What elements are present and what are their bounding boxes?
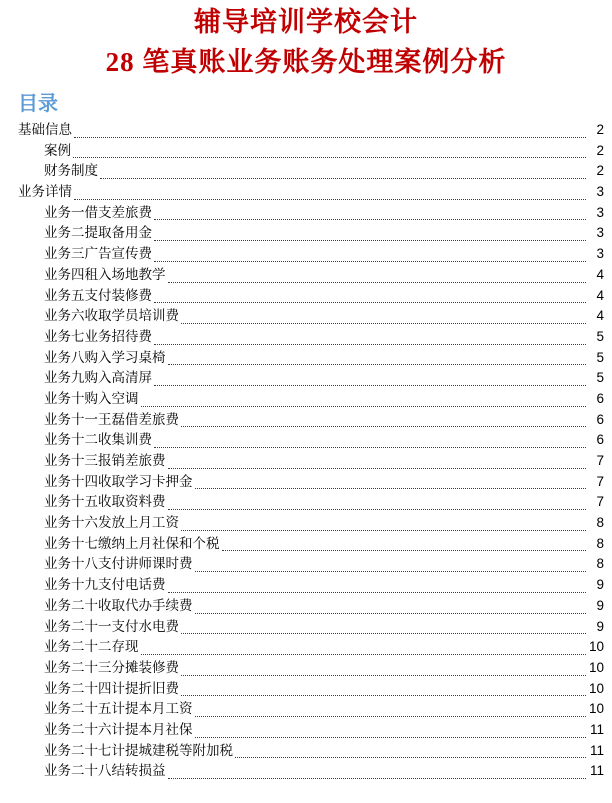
toc-entry-page: 11 xyxy=(589,721,604,737)
toc-entry-label: 业务十五收取资料费 xyxy=(44,494,166,510)
toc-entry-label: 业务二提取备用金 xyxy=(44,225,152,241)
toc-entry-page: 3 xyxy=(596,184,604,200)
toc-dotted-leader xyxy=(154,261,586,262)
toc-entry-page: 3 xyxy=(596,246,604,262)
toc-entry[interactable] xyxy=(18,596,604,617)
toc-entry-page: 9 xyxy=(596,577,604,593)
toc-entry-label: 业务二十七计提城建税等附加税 xyxy=(44,742,233,758)
toc-entry-label: 财务制度 xyxy=(44,163,98,179)
toc-entry-page: 11 xyxy=(589,742,604,758)
toc-entry-page: 3 xyxy=(596,204,604,220)
toc-entry[interactable] xyxy=(18,286,604,307)
toc-entry-page: 9 xyxy=(596,597,604,613)
toc-entry-page: 6 xyxy=(596,390,604,406)
toc-entry[interactable] xyxy=(18,223,604,244)
toc-dotted-leader xyxy=(181,695,586,696)
toc-entry[interactable] xyxy=(18,492,604,513)
toc-entry[interactable] xyxy=(18,306,604,327)
document-title-line-1: 辅导培训学校会计 xyxy=(194,7,418,37)
toc-entry-label: 业务三广告宣传费 xyxy=(44,246,152,262)
toc-entry-label: 业务七业务招待费 xyxy=(44,328,152,344)
toc-dotted-leader xyxy=(154,240,586,241)
toc-entry-label: 业务五支付装修费 xyxy=(44,287,152,303)
toc-entry-label: 业务二十八结转损益 xyxy=(44,763,166,779)
toc-entry-label: 业务二十收取代办手续费 xyxy=(44,597,193,613)
toc-entry-label: 业务十八支付讲师课时费 xyxy=(44,556,193,572)
toc-entry-page: 4 xyxy=(596,266,604,282)
toc-entry-label: 业务十七缴纳上月社保和个税 xyxy=(44,535,220,551)
toc-dotted-leader xyxy=(195,613,587,614)
toc-entry[interactable] xyxy=(18,265,604,286)
toc-dotted-leader xyxy=(74,199,586,200)
toc-entry[interactable] xyxy=(18,472,604,493)
toc-dotted-leader xyxy=(222,550,587,551)
toc-entry-label: 业务十九支付电话费 xyxy=(44,577,166,593)
toc-dotted-leader xyxy=(181,426,586,427)
toc-entry-label: 业务二十六计提本月社保 xyxy=(44,721,193,737)
toc-entry-page: 3 xyxy=(596,225,604,241)
toc-dotted-leader xyxy=(181,323,586,324)
toc-dotted-leader xyxy=(195,737,587,738)
toc-entry[interactable] xyxy=(18,327,604,348)
toc-entry[interactable] xyxy=(18,679,604,700)
toc-entry-label: 业务二十一支付水电费 xyxy=(44,618,179,634)
toc-dotted-leader xyxy=(235,757,586,758)
toc-entry[interactable] xyxy=(18,554,604,575)
toc-dotted-leader xyxy=(181,633,586,634)
toc-entry-page: 2 xyxy=(596,163,604,179)
toc-entry-label: 业务六收取学员培训费 xyxy=(44,308,179,324)
toc-dotted-leader xyxy=(154,344,586,345)
toc-entry[interactable] xyxy=(18,741,604,762)
toc-entry-label: 业务十三报销差旅费 xyxy=(44,453,166,468)
toc-entry[interactable] xyxy=(18,720,604,741)
toc-entry-page: 7 xyxy=(596,473,604,489)
toc-entry-label: 业务十二收集训费 xyxy=(44,432,152,448)
toc-entry[interactable] xyxy=(18,141,604,162)
toc-entry-page: 6 xyxy=(596,432,604,448)
toc-dotted-leader xyxy=(168,468,587,469)
toc-entry[interactable] xyxy=(18,203,604,224)
toc-entry-page: 5 xyxy=(596,349,604,365)
toc-entry-page: 8 xyxy=(596,535,604,551)
toc-entry-label: 业务二十五计提本月工资 xyxy=(44,701,193,717)
toc-dotted-leader xyxy=(74,137,586,138)
toc-entry-page: 10 xyxy=(588,680,604,696)
toc-entry-label: 业务一借支差旅费 xyxy=(44,204,152,220)
toc-entry[interactable] xyxy=(18,658,604,679)
toc-dotted-leader xyxy=(100,178,586,179)
toc-dotted-leader xyxy=(168,282,587,283)
toc-entry-page: 11 xyxy=(589,763,604,779)
toc-entry-page: 10 xyxy=(588,701,604,717)
toc-entry-page: 10 xyxy=(588,659,604,675)
toc-entry-page: 4 xyxy=(596,287,604,303)
toc-entry[interactable] xyxy=(18,348,604,369)
toc-entry-label: 业务十购入空调 xyxy=(44,390,139,406)
toc-entry[interactable] xyxy=(18,389,604,410)
toc-entry[interactable] xyxy=(18,513,604,534)
toc-dotted-leader xyxy=(141,406,587,407)
toc-entry[interactable] xyxy=(18,451,604,472)
toc-entry-label: 业务八购入学习桌椅 xyxy=(44,349,166,365)
toc-entry-label: 业务二十二存现 xyxy=(44,639,139,655)
toc-entry-page: 8 xyxy=(596,556,604,572)
toc-entry-page: 8 xyxy=(596,515,604,531)
toc-entry-page: 10 xyxy=(588,639,604,655)
toc-dotted-leader xyxy=(141,654,587,655)
toc-entry[interactable] xyxy=(18,182,604,203)
toc-entry-label: 业务十四收取学习卡押金 xyxy=(44,473,193,489)
toc-entry-page: 2 xyxy=(596,142,604,158)
toc-entry-label: 业务二十四计提折旧费 xyxy=(44,680,179,696)
toc-entry[interactable] xyxy=(18,637,604,658)
toc-entry-page: 2 xyxy=(596,122,604,137)
toc-list xyxy=(0,120,612,782)
toc-entry-page: 6 xyxy=(596,411,604,427)
toc-dotted-leader xyxy=(73,157,586,158)
toc-entry[interactable] xyxy=(18,617,604,638)
toc-entry-label: 案例 xyxy=(44,142,71,158)
toc-entry[interactable] xyxy=(18,120,604,141)
toc-heading: 目录 xyxy=(18,93,58,115)
toc-entry[interactable] xyxy=(18,410,604,431)
toc-entry-label: 业务二十三分摊装修费 xyxy=(44,659,179,675)
toc-entry-page: 9 xyxy=(596,618,604,634)
toc-dotted-leader xyxy=(168,778,587,779)
document-title-line-2: 28 笔真账业务账务处理案例分析 xyxy=(105,47,507,77)
toc-entry-page: 5 xyxy=(596,370,604,386)
toc-entry[interactable] xyxy=(18,430,604,451)
toc-entry-label: 业务十一王磊借差旅费 xyxy=(44,411,179,427)
toc-entry[interactable] xyxy=(18,368,604,389)
toc-entry-page: 7 xyxy=(596,453,604,468)
toc-entry[interactable] xyxy=(18,575,604,596)
toc-dotted-leader xyxy=(154,219,586,220)
toc-dotted-leader xyxy=(168,509,587,510)
toc-entry[interactable] xyxy=(18,244,604,265)
toc-dotted-leader xyxy=(168,364,587,365)
toc-entry-label: 业务九购入高清屏 xyxy=(44,370,152,386)
toc-entry-label: 基础信息 xyxy=(18,122,72,137)
toc-dotted-leader xyxy=(195,571,587,572)
toc-entry-label: 业务十六发放上月工资 xyxy=(44,515,179,531)
toc-entry-page: 4 xyxy=(596,308,604,324)
toc-dotted-leader xyxy=(195,716,587,717)
toc-entry-label: 业务四租入场地教学 xyxy=(44,266,166,282)
toc-entry[interactable] xyxy=(18,761,604,782)
toc-dotted-leader xyxy=(154,385,586,386)
toc-entry-page: 7 xyxy=(596,494,604,510)
toc-dotted-leader xyxy=(154,302,586,303)
toc-dotted-leader xyxy=(195,488,587,489)
toc-entry-page: 5 xyxy=(596,328,604,344)
toc-dotted-leader xyxy=(181,675,586,676)
toc-dotted-leader xyxy=(168,592,587,593)
toc-entry[interactable] xyxy=(18,161,604,182)
toc-entry[interactable] xyxy=(18,699,604,720)
toc-entry[interactable] xyxy=(18,534,604,555)
toc-dotted-leader xyxy=(154,447,586,448)
toc-dotted-leader xyxy=(181,530,586,531)
toc-entry-label: 业务详情 xyxy=(18,184,72,200)
